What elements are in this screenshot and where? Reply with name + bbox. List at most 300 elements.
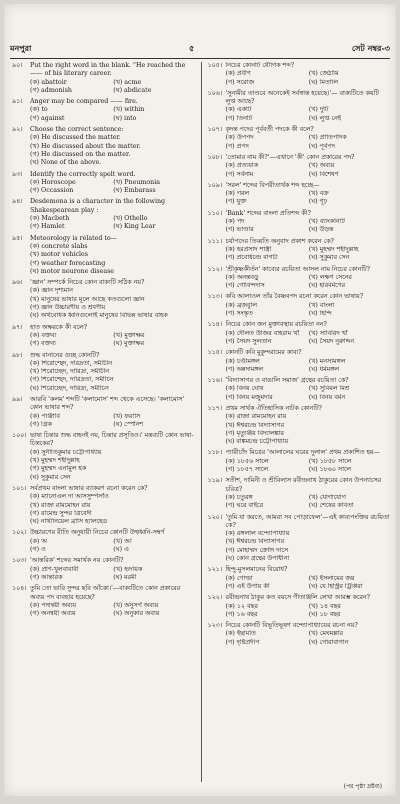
answer-option: (ক) ব্রজবুলি (225, 301, 257, 309)
question-columns (12, 62, 390, 782)
question-text: 'Bank' শব্দের বাংলা প্রতিশব্দ কী? (225, 209, 311, 217)
answer-option: (গ) সংস্কৃত (225, 310, 253, 318)
question-item (12, 585, 195, 618)
answer-option: (গ) against (30, 114, 65, 122)
question-item (12, 171, 195, 196)
header-rule (10, 58, 390, 59)
answer-option: (ক) অনন্তবড়ু (225, 273, 259, 281)
answer-option: (খ) within (113, 106, 145, 114)
option-list (208, 106, 391, 123)
answer-option: (খ) শিরোচ্ছেদ, দারিদ্র্য, সমীচীন (30, 368, 110, 376)
answer-option: (গ) admonish (30, 86, 72, 94)
answer-option: (ক) concrete slabs (30, 242, 88, 250)
answer-option: (খ) জেঠামি (308, 70, 339, 78)
answer-option: (গ) দৃষ্টিপ্রদীপ (225, 638, 260, 646)
question-item (12, 529, 195, 554)
header-left: মনপুরা (10, 42, 32, 53)
left-column (12, 62, 195, 782)
answer-option: (গ) শিরোশ্ছেদ, দারিদ্রতা, সমীচিন (30, 376, 114, 384)
answer-option: (ঘ) Embarass (113, 187, 156, 195)
option-list (208, 494, 391, 511)
question-row (208, 266, 391, 274)
answer-option: (খ) যোগাযোগ (308, 493, 346, 501)
question-item (208, 321, 391, 346)
option-list (208, 330, 391, 347)
answer-option: (খ) Othello (113, 215, 148, 223)
question-text: 'তোমার নাম কী?'—এখানে 'কী' কোন প্রকারের পদ? (225, 153, 355, 161)
question-row (208, 449, 391, 457)
answer-option: (ক) অ (30, 537, 47, 545)
question-text: 'তুমি যা করতে, আমরা সব পোড়াফেল'—এই কাব্যপংক্তির রচয়িতা কে? (225, 513, 390, 529)
option-list (12, 134, 195, 167)
question-item (12, 62, 195, 95)
answer-option: (খ) হৃদয়িক (113, 565, 143, 573)
option-list (12, 215, 195, 232)
question-number: ৯৫। (12, 234, 23, 242)
question-number: ৯৩। (12, 170, 23, 178)
answer-option: (ঘ) ১৮ বছর (308, 610, 341, 618)
question-row (208, 293, 391, 301)
question-text: Meteorology is related to— (30, 234, 118, 242)
footer-note: (পর পৃষ্ঠা দ্রষ্টব্য) (343, 783, 382, 790)
answer-option: (ঘ) এ (113, 546, 129, 554)
answer-option: (ঘ) হিন্দি (308, 310, 332, 318)
question-item (12, 324, 195, 349)
answer-option: (ঘ) যে হিস্ট্রির ট্রিপ্পিরা (308, 582, 363, 590)
column-divider (201, 62, 202, 782)
question-number: ১১৪। (207, 321, 223, 329)
question-item (208, 477, 391, 510)
answer-option: (খ) প্রাতিপদিক (308, 134, 347, 142)
answer-option: (গ) সৈয়দ সুলতান (225, 337, 272, 345)
option-list (208, 575, 391, 592)
question-row (208, 154, 391, 162)
answer-option: (ঘ) into (113, 114, 137, 122)
answer-option: (ক) চতুরঙ্গ (225, 493, 253, 501)
option-list (12, 413, 195, 430)
answer-option: (খ) Pneumonia (113, 178, 160, 186)
question-item (12, 198, 195, 231)
answer-option: (খ) ১৮৫৮ সালে (308, 457, 352, 465)
question-text: উচ্চারণের রীতি অনুযায়ী নিচের কোনটি উষ্মধ্বনি-সম্বৰ্ণ (30, 529, 165, 537)
answer-option: (ঘ) কোন গ্রন্থের উপাধীনা (225, 555, 290, 563)
answer-option: (ঘ) মুক্তাক্ষর (113, 340, 145, 348)
answer-option: (ক) দৌলত উজির বাহরাম খাঁ (225, 329, 300, 337)
answer-option: (গ) সরোজ (225, 78, 255, 86)
question-text: নিচের কোনটি যৌগিক শব্দ? (225, 62, 295, 69)
page-number: ৫ (189, 42, 195, 53)
option-list (208, 385, 391, 402)
answer-option: (খ) acme (113, 78, 142, 86)
answer-option: (ক) পাঞ্জাবি (30, 412, 60, 420)
answer-option: (গ) ভাণ্ডার (225, 226, 254, 234)
question-row (12, 324, 195, 332)
question-text: চর্যাপদের তিব্বতি অনুবাদ প্রকাশ করেন কে? (225, 237, 334, 245)
answer-option: (গ) weather forecasting (30, 259, 106, 267)
question-item (208, 293, 391, 318)
question-number: ১০৫। (207, 62, 223, 69)
answer-option: (গ) গোবিন্দদাস (225, 282, 265, 290)
question-number: ১১৬। (207, 377, 223, 385)
question-text: নিচের কোনটি বিভূতিভূষণ বন্দ্যোপাধ্যায়ের রচনা নয়? (225, 622, 358, 630)
answer-option: (ক) চণ্ডীমঙ্গল (225, 357, 260, 365)
answer-option: (ক) প্রবীণ (225, 70, 251, 78)
answer-option: (ঘ) King Lear (113, 223, 156, 231)
answer-option: (খ) মুহম্মদ শহীদুল্লাহ (30, 457, 80, 465)
answer-option: (গ) মৃত্যুঞ্জয় বিদ্যালঙ্কার (225, 429, 284, 437)
question-row (208, 594, 391, 602)
answer-option: (খ) মনসামঙ্গল (308, 357, 346, 365)
option-list (12, 243, 195, 276)
answer-option: (গ) Occassion (30, 187, 74, 195)
question-number: ৯৪। (12, 198, 23, 206)
question-item (208, 622, 391, 647)
question-number: ১০৮। (207, 153, 223, 161)
answer-option: (খ) ঈশ্বরচন্দ্র বিদ্যাসাগর (225, 538, 285, 546)
question-item (12, 279, 195, 320)
question-number: ১০৪। (12, 585, 27, 593)
answer-option: (গ) ও (30, 546, 46, 554)
question-number: ১২৩। (207, 622, 223, 630)
option-list (208, 530, 391, 563)
answer-option: (ক) ম্যানোএল দা আসসুম্পসাঁও (30, 493, 109, 501)
question-number: ৯০। (12, 62, 23, 69)
question-row (12, 62, 195, 79)
answer-option: (ঘ) None of the above. (30, 159, 102, 167)
option-list (12, 449, 195, 482)
question-row (12, 126, 195, 134)
answer-option: (গ) অনন্বয়ী অব্যয় (30, 610, 76, 618)
question-text: 'বিদ্যাসাগর ও বাঙালি সমাজ' গ্রন্থের রচয়িতা কে? (225, 377, 349, 385)
question-number: ৯৮। (12, 351, 23, 359)
question-item (12, 98, 195, 123)
answer-option: (ক) ১৮৫৬ সালে (225, 457, 269, 465)
answer-option: (গ) এই উপায় কী (225, 582, 270, 590)
option-list (208, 134, 391, 151)
question-row (208, 622, 391, 630)
question-text: নিচের কোন জন মুক্তাবস্থায় রচয়িতা নন? (225, 321, 327, 329)
answer-option: (ঘ) বিনয় বর্মন (308, 393, 346, 401)
question-number: ৯৬। (12, 279, 23, 287)
question-text: Put the right word in the blank. "He reached the —— of his literary career. (30, 62, 186, 78)
answer-option: (ঘ) ১৮৬০ সালে (308, 466, 352, 474)
question-number: ১১৭। (207, 404, 223, 412)
answer-option: (ঘ) বিশেষণ (308, 170, 339, 178)
question-row (208, 210, 391, 218)
question-number: ১০৭। (207, 126, 223, 134)
question-text: তুমি তো ভারি সুন্দর ছবি আঁকো।'—বাক্যটিতে কোন প্রকারের অব্যয় পদ ব্যবহার হয়েছে? (30, 585, 181, 601)
question-text: প্রথম সার্থক ঐতিহাসিক নাটক কোনটি? (225, 404, 322, 412)
answer-option: (খ) ফরাসি (113, 412, 141, 420)
question-row (208, 90, 391, 107)
answer-option: (খ) মুহম্মদ শহীদুল্লাহ (308, 245, 359, 253)
answer-option: (ক) ১২ বছর (225, 602, 258, 610)
answer-option: (খ) বাংলা (308, 301, 335, 309)
answer-option: (ঘ) বঙ্কিমচন্দ্র চট্টোপাধ্যায় (225, 438, 289, 446)
question-row (208, 477, 391, 494)
question-number: ১০০। (12, 432, 27, 440)
answer-option: (গ) মোহাম্মদ ক্রোদি দাসে (225, 546, 289, 554)
question-number: ১২০। (207, 513, 223, 521)
question-text: হাত অক্ষরকে কী বলে? (30, 323, 88, 331)
answer-option: (ঘ) ধর্মমঙ্গল (308, 365, 339, 373)
question-row (208, 349, 391, 357)
option-list (12, 79, 195, 96)
question-number: ১১৫। (207, 349, 223, 357)
answer-option: (খ) দুটি (308, 106, 329, 114)
answer-option: (ঘ) abdicate (113, 86, 152, 94)
answer-option: (গ) গ্রিক (30, 420, 52, 428)
answer-option: (ঘ) motor neurone disease (30, 267, 115, 275)
answer-option: (খ) মানুষের ভাষার মূলে আছে কতগুলো জ্ঞান (30, 295, 145, 303)
answer-option: (খ) অব্যয় (308, 162, 335, 170)
answer-option: (খ) সাবিরিদ খাঁ (308, 329, 348, 337)
question-item (208, 210, 391, 235)
option-list (208, 70, 391, 87)
answer-option: (ঘ) অনুকার অব্যয় (113, 610, 160, 618)
answer-option: (গ) প্রপদ (225, 142, 249, 150)
question-number: ১০৩। (12, 557, 27, 565)
answer-option: (গ) He discussed on the matter. (30, 150, 131, 158)
answer-option: (গ) রামেন্দ্র সুন্দর ত্রিবেদী (30, 509, 92, 517)
question-row (12, 529, 195, 537)
answer-option: (খ) লক্ষণ সেনের (308, 273, 352, 281)
answer-option: (ক) বিনয় ঘোষ (225, 385, 264, 393)
question-row (208, 238, 391, 246)
exam-page (4, 4, 396, 796)
answer-option: (গ) আন্তরিক (30, 573, 63, 581)
answer-option: (ঘ) অর্থবোধক ধ্বনিগুলোই মানুষের বিভিন্ন ভাষার বাহক (30, 312, 168, 320)
answer-option: (খ) He discussed about the matter. (30, 142, 141, 150)
question-item (208, 238, 391, 263)
answer-option: (খ) ব্যাংকনিটি (308, 218, 345, 226)
question-item (12, 432, 195, 482)
question-item (208, 449, 391, 474)
answer-option: (ক) রঙ্গলাল বন্দ্যোপাধ্যায় (225, 530, 290, 538)
answer-option: (খ) বক্র (308, 190, 329, 198)
answer-option: (ক) শিরোশ্ছেদ, দরিদ্রতা, সমীচীন (30, 359, 113, 367)
answer-option: (ঘ) গোরাবাগান (308, 638, 349, 646)
question-number: ১০২। (12, 529, 27, 537)
answer-option: (গ) অন্নদামঙ্গল (225, 365, 264, 373)
question-item (208, 514, 391, 564)
answer-option: (গ) ১৬ বছর (225, 610, 258, 618)
answer-option: (ক) পদ (225, 218, 245, 226)
answer-option: (ঘ) লুপ্ত নেই (308, 114, 342, 122)
question-text: Choose the correct sentence: (30, 126, 124, 134)
answer-option: (গ) ১৮৫৭ সালে (225, 466, 269, 474)
answer-option: (গ) যুক্ত (225, 198, 247, 206)
answer-option: (খ) ১৪ বছর (308, 602, 341, 610)
question-number: ১১১। (207, 237, 223, 245)
answer-option: (গ) বক্তব্য (30, 340, 56, 348)
question-number: ১২২। (207, 594, 223, 602)
question-item (208, 566, 391, 591)
question-number: ১১০। (207, 209, 223, 217)
question-row (208, 126, 391, 134)
answer-option: (ক) গরল (225, 190, 250, 198)
answer-option: (ঘ) নাথানিয়েল ব্রাসি হ্যালহেড (30, 518, 108, 526)
question-row (12, 585, 195, 602)
question-item (12, 352, 195, 393)
answer-option: (ঘ) শেষের কবিতা (308, 502, 354, 510)
question-text: হিন্দু-মুসলমানের বিরোধ? (225, 566, 288, 574)
question-text: কোনটি কবি মুকুন্দরামের কাব্য? (225, 349, 302, 357)
right-column (208, 62, 391, 782)
question-row (12, 171, 195, 179)
question-number: ১১৩। (207, 293, 223, 301)
question-item (208, 377, 391, 402)
option-list (12, 493, 195, 526)
answer-option: (ক) গোল্ডা (225, 574, 253, 582)
question-number: ১০১। (12, 484, 27, 492)
answer-option: (গ) তিনটি (225, 114, 253, 122)
page-header (10, 42, 390, 56)
question-text: Identify the correctly spelt word. (30, 170, 136, 178)
question-item (208, 266, 391, 291)
answer-option: (ক) হরপ্রসাদ শাস্ত্রী (225, 245, 272, 253)
answer-option: (গ) জ্ঞান উচ্চারণীয় ও শ্রবণীয় (30, 304, 106, 312)
question-number: ৯৯। (12, 395, 23, 403)
question-text: সতীশ, দামিনী ও শ্রীবিলাস রবীন্দ্রনাথ ঠাকুরের কোন উপন্যাসের চরিত্র? (225, 477, 381, 493)
answer-option: (গ) ঘরে বাইরে (225, 502, 264, 510)
option-list (208, 603, 391, 620)
answer-option: (ঘ) মরমী (113, 573, 137, 581)
question-row (12, 557, 195, 565)
question-row (208, 321, 391, 329)
answer-option: (ক) to (30, 106, 48, 114)
answer-option: (খ) ইসলামের জয় (308, 574, 355, 582)
answer-option: (গ) বিনয় মজুমদার (225, 393, 273, 401)
question-row (12, 396, 195, 413)
option-list (208, 274, 391, 291)
question-text: সর্বপ্রথম বাংলা ভাষার ব্যাকরণ রচনা করেন কে? (30, 484, 148, 492)
answer-option: (ক) Macbeth (30, 215, 70, 223)
answer-option: (ঘ) মিতালি (308, 78, 338, 86)
option-list (208, 358, 391, 375)
answer-option: (খ) রাজা রামমোহন রায় (30, 501, 91, 509)
answer-option: (খ) আ (113, 537, 132, 545)
question-item (208, 594, 391, 619)
option-list (208, 162, 391, 179)
answer-option: (গ) প্রবোধচন্দ্র বাগচী (225, 254, 278, 262)
answer-option: (ঘ) সুকুমার সেন (30, 473, 71, 481)
option-list (12, 566, 195, 583)
question-row (12, 485, 195, 493)
answer-option: (খ) সুবিমল মিশ্র (308, 385, 350, 393)
question-row (208, 377, 391, 385)
answer-option: (ঘ) পূর্বপদ (308, 142, 335, 150)
question-text: আরবি 'কলম' শব্দটি 'কলামোস' শব্দ থেকে এসেছে। 'কলামোস' কোন ভাষার শব্দ? (30, 395, 185, 412)
question-item (12, 396, 195, 429)
option-list (208, 246, 391, 263)
question-text: রবীন্দ্রনাথ ঠাকুর কত বয়সে গীতাঞ্জলি লেখা আরম্ভ করেন? (225, 594, 371, 602)
question-text: শুদ্ধ বানানের গুচ্ছ কোনটি? (30, 351, 100, 359)
option-list (208, 218, 391, 235)
answer-option: (ঘ) উড়ন্ত (308, 226, 334, 234)
question-number: ৯১। (12, 98, 23, 106)
answer-option: (ক) প্রত্যয়াক (225, 162, 259, 170)
question-item (208, 62, 391, 87)
question-item (208, 126, 391, 151)
option-list (208, 630, 391, 647)
question-item (208, 90, 391, 123)
answer-option: (ক) He discussed the matter. (30, 134, 121, 142)
option-list (208, 302, 391, 319)
question-text: 'আন্তরিক' শব্দের সমার্থক নয় কোনটি? (30, 557, 124, 565)
answer-option: (ক) পদান্বয়ী অব্যয় (30, 601, 77, 609)
answer-option: (খ) অনুসর্গ অব্যয় (113, 601, 159, 609)
set-number: সেট নম্বর-৩ (351, 42, 390, 53)
question-text: প্যারীচাঁদ মিত্রের 'আলালের ঘরের দুলাল' প্রথম প্রকাশিত হয়— (225, 449, 380, 457)
question-row (208, 405, 391, 413)
answer-option: (খ) মুক্তাক্ষর (113, 331, 145, 339)
answer-option: (ক) abattoir (30, 78, 67, 86)
answer-option: (ক) রাজা রামমোহন রায় (225, 413, 287, 421)
answer-option: (গ) Hamlet (30, 223, 65, 231)
answer-option: (ক) ইছামতি (225, 630, 256, 638)
answer-option: (ঘ) গূঢ় (308, 198, 328, 206)
question-text: ভাষা চিন্তার শুদ্ধ বাহনই নয়, চিন্তার প্রসূতিও।' মন্তব্যটি কোন ভাষা-চিন্তকের? (30, 432, 194, 448)
question-item (208, 182, 391, 207)
answer-option: (ক) উপপদ (225, 134, 254, 142)
question-row (12, 235, 195, 243)
option-list (208, 413, 391, 446)
question-item (12, 557, 195, 582)
question-item (12, 485, 195, 526)
answer-option: (ক) Horoscope (30, 178, 76, 186)
question-text: কবি আলাওল তাঁর বৈষ্ণবপদ রচনা করেন কোন ভাষায়? (225, 293, 364, 301)
question-item (208, 154, 391, 179)
question-text: 'শ্রীকৃষ্ণকীর্তন' কাব্যের রচয়িতা আসল নাম নিচের কোনটি? (225, 265, 370, 273)
question-text: Desdemona is a character in the following Shakespearean play : (30, 198, 166, 214)
question-number: ১০৬। (207, 89, 223, 97)
option-list (12, 360, 195, 393)
question-number: ১১৯। (207, 477, 223, 485)
question-text: 'সুনামীর তাণ্ডবে অনেকেই সর্বস্বান্ত হয়েছে।'— বাক্যটিতে কয়টি লুপ্ত আছে? (225, 89, 379, 106)
answer-option: (গ) মুহম্মদ এনামুল হক (30, 465, 87, 473)
question-row (12, 198, 195, 215)
answer-option: (খ) মেঘমল্লার (308, 630, 344, 638)
question-text: 'জ্ঞান' সম্পর্কে নিচের কোন বাক্যটি সঠিক নয়? (30, 279, 145, 287)
question-text: Anger may be compared —— fire. (30, 98, 138, 106)
answer-option: (ঘ) সুকুমার সেন (308, 254, 350, 262)
option-list (12, 287, 195, 320)
option-list (12, 602, 195, 619)
question-number: ১২১। (207, 566, 223, 574)
answer-option: (ক) জ্ঞান দৃশ্যমান (30, 287, 73, 295)
question-row (208, 182, 391, 190)
answer-option: (ক) একটি (225, 106, 252, 114)
question-item (208, 349, 391, 374)
question-number: ৯৭। (12, 323, 23, 331)
question-row (208, 566, 391, 574)
question-number: ১০৯। (207, 181, 223, 189)
question-row (12, 352, 195, 360)
question-row (208, 514, 391, 531)
answer-option: (গ) সর্বনাম (225, 170, 254, 178)
question-text: 'সরল' শব্দের বিপরীতার্থক শব্দ হচ্ছে— (225, 181, 320, 189)
option-list (12, 179, 195, 196)
answer-option: (ঘ) হরিবর্মণের (308, 282, 345, 290)
option-list (12, 332, 195, 349)
answer-option: (ক) বক্তব্য (30, 331, 57, 339)
question-row (12, 279, 195, 287)
question-item (208, 405, 391, 446)
answer-option: (ক) প্রাণ-খুলবাবাবী (30, 565, 79, 573)
question-number: ১১৮। (207, 449, 223, 457)
question-number: ৯২। (12, 126, 23, 134)
